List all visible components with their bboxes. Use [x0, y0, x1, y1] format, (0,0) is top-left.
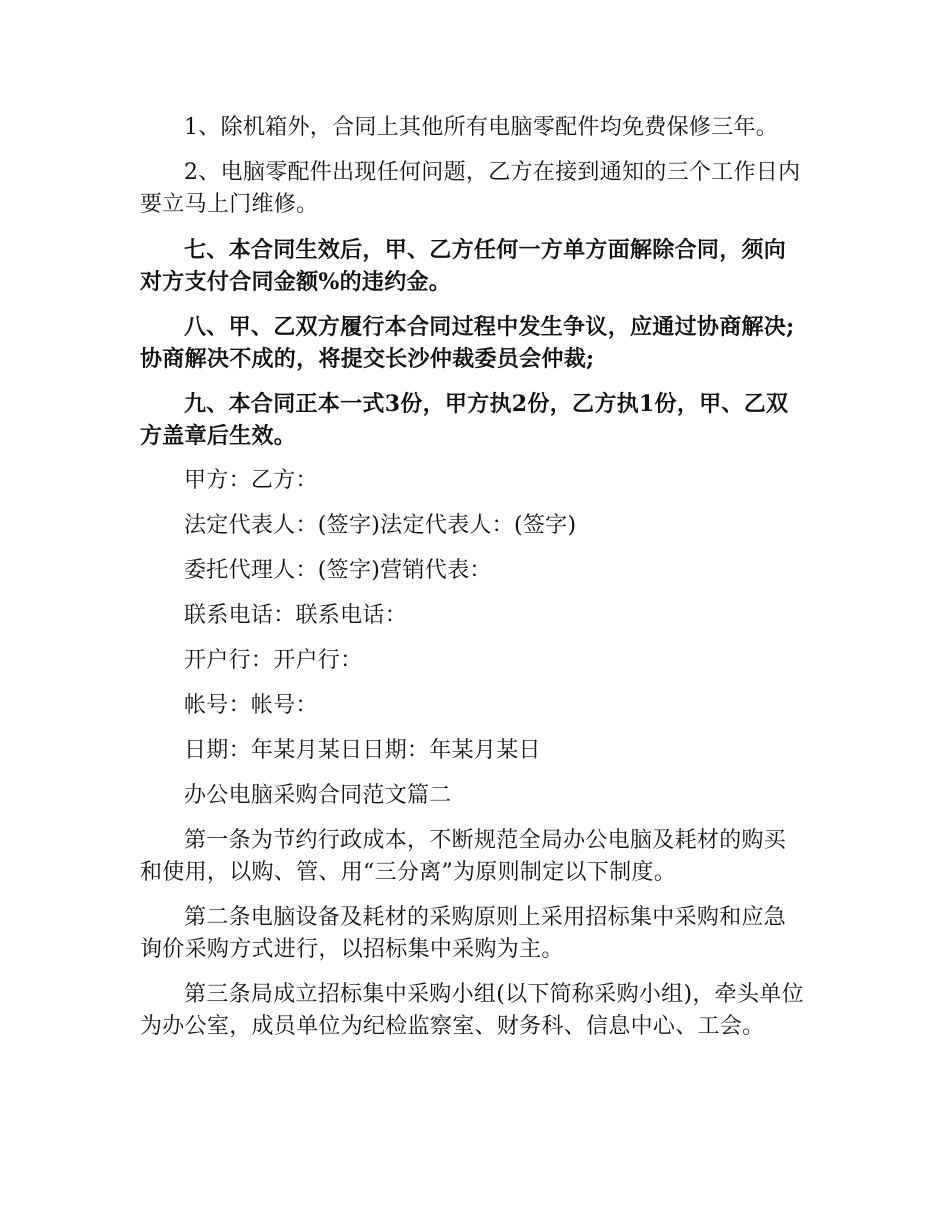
- phone-line: 联系电话：联系电话：: [184, 603, 408, 628]
- clause-nine: 九、本合同正本一式3份，甲方执2份，乙方执1份，甲、乙双方盖章后生效。: [140, 391, 789, 449]
- clause-seven: 七、本合同生效后，甲、乙方任何一方单方面解除合同，须向对方支付合同金额%的违约金。: [140, 237, 787, 295]
- article-one: 第一条为节约行政成本，不断规范全局办公电脑及耗材的购买和使用，以购、管、用“三分离”为原则制定以下制度。: [140, 828, 787, 885]
- clause-eight: 八、甲、乙双方履行本合同过程中发生争议，应通过协商解决;协商解决不成的，将提交长沙仲裁委员会仲裁;: [140, 314, 795, 372]
- date-line: 日期：年某月某日日期：年某月某日: [184, 738, 541, 763]
- section-heading: 办公电脑采购合同范文篇二: [184, 783, 452, 808]
- article-three: 第三条局成立招标集中采购小组(以下简称采购小组)，牵头单位为办公室，成员单位为纪检监察室、财务科、信息中心、工会。: [140, 982, 804, 1039]
- document-page: [140, 112, 808, 1056]
- agent-line: 委托代理人：(签字)营销代表：: [184, 558, 492, 583]
- bank-line: 开户行：开户行：: [184, 648, 363, 673]
- article-two: 第二条电脑设备及耗材的采购原则上采用招标集中采购和应急询价采购方式进行，以招标集中采购为主。: [140, 905, 787, 962]
- account-line: 帐号：帐号：: [184, 693, 318, 718]
- legal-rep-line: 法定代表人：(签字)法定代表人：(签字): [184, 513, 577, 538]
- party-line: 甲方：乙方：: [184, 468, 318, 493]
- warranty-clause-2: 2、电脑零配件出现任何问题，乙方在接到通知的三个工作日内要立马上门维修。: [140, 160, 801, 217]
- warranty-clause-1: 1、除机箱外，合同上其他所有电脑零配件均免费保修三年。: [184, 115, 779, 140]
